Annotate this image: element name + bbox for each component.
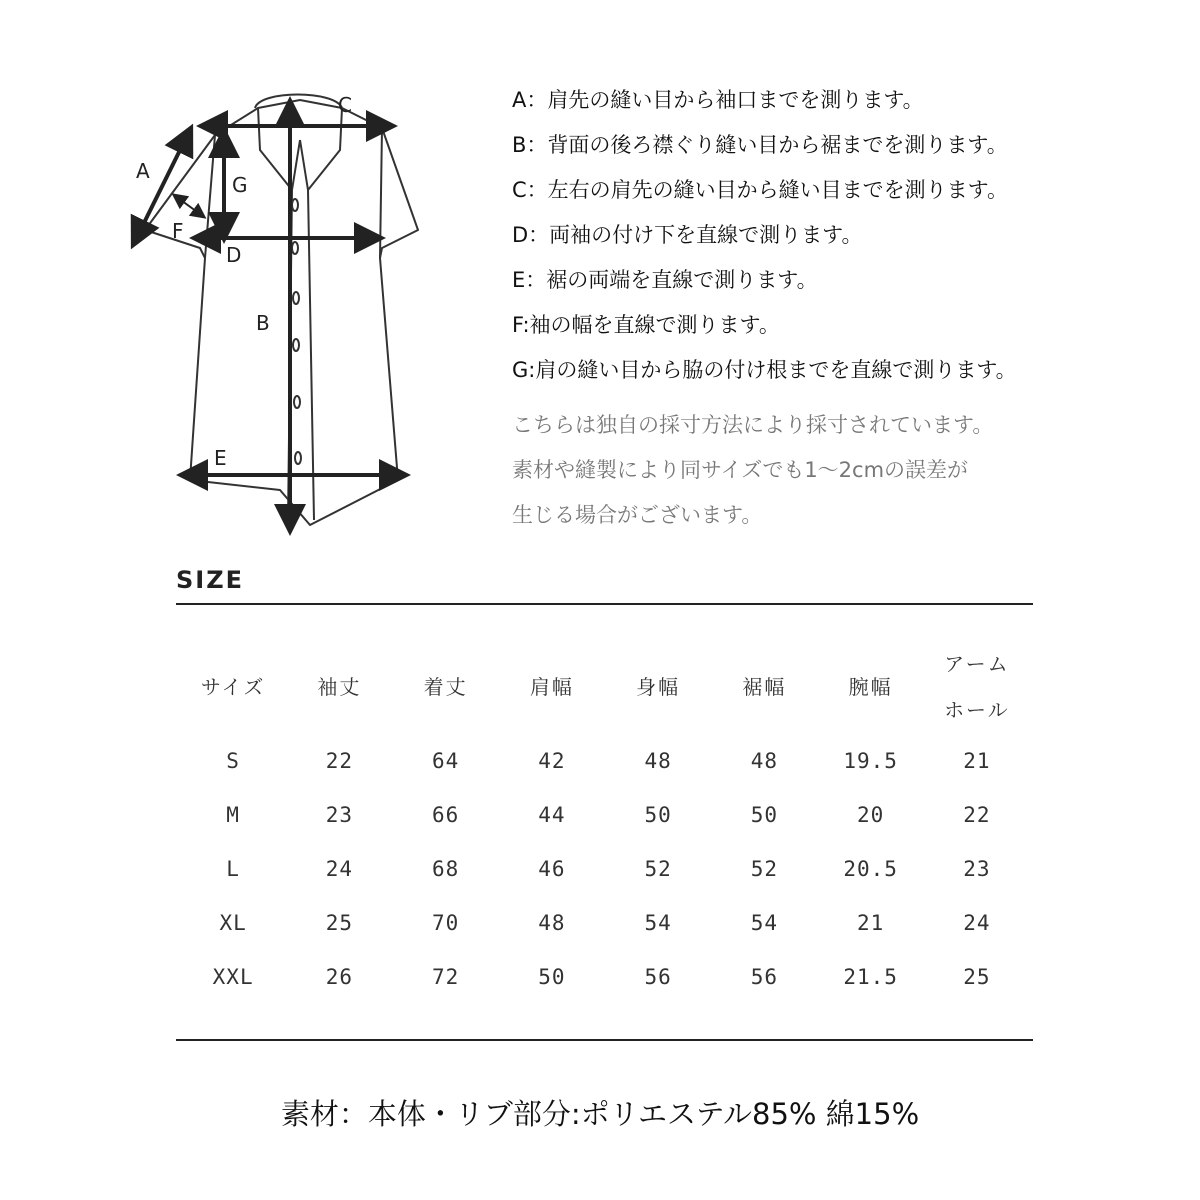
- measurement-cell: 44: [538, 803, 566, 827]
- column-header: 袖丈: [317, 675, 362, 699]
- shirt-measurement-diagram: [120, 80, 480, 540]
- table-row: [180, 842, 1030, 896]
- measurement-cell: 22: [325, 749, 354, 773]
- note-e: E：裾の両端を直線で測ります。: [512, 268, 818, 292]
- label-e: E: [214, 446, 227, 470]
- size-table-container: [180, 640, 1030, 1004]
- measurement-cell: 22: [963, 803, 991, 827]
- table-row: [180, 896, 1030, 950]
- shirt-outline-illustration: [120, 80, 480, 540]
- column-header: 腕幅: [848, 675, 893, 699]
- measurement-cell: 50: [538, 965, 566, 989]
- measurement-cell: 25: [963, 965, 991, 989]
- label-a: A: [136, 159, 150, 183]
- note-f: F:袖の幅を直線で測ります。: [512, 313, 780, 337]
- table-header-row: [180, 640, 1030, 734]
- size-label-cell: S: [226, 749, 240, 773]
- label-d: D: [226, 243, 242, 267]
- measurement-cell: 52: [750, 857, 779, 881]
- label-b: B: [256, 311, 270, 335]
- measurement-cell: 20.5: [843, 857, 898, 881]
- table-row: [180, 734, 1030, 788]
- measurement-cell: 48: [538, 911, 566, 935]
- measurement-cell: 24: [963, 911, 991, 935]
- measurement-cell: 26: [325, 965, 354, 989]
- measurement-cell: 56: [750, 965, 779, 989]
- measurement-cell: 66: [431, 803, 460, 827]
- measurement-cell: 42: [538, 749, 566, 773]
- disclaimer-line: 生じる場合がございます。: [512, 503, 763, 527]
- table-body: [180, 734, 1030, 1004]
- measurement-cell: 72: [431, 965, 460, 989]
- measurement-cell: 56: [644, 965, 672, 989]
- measurement-cell: 50: [750, 803, 779, 827]
- measurement-cell: 20: [856, 803, 885, 827]
- note-a: A：肩先の縫い目から袖口までを測ります。: [512, 88, 924, 112]
- measurement-cell: 54: [750, 911, 779, 935]
- measurement-cell: 68: [431, 857, 460, 881]
- column-header: 肩幅: [529, 675, 574, 699]
- note-d: D：両袖の付け下を直線で測ります。: [512, 223, 863, 247]
- size-label-cell: M: [226, 803, 240, 827]
- table-row: [180, 950, 1030, 1004]
- label-g: G: [232, 173, 248, 197]
- measurement-cell: 64: [431, 749, 460, 773]
- measurement-notes: [512, 78, 1172, 538]
- disclaimer-line: 素材や縫製により同サイズでも1～2cmの誤差が: [512, 458, 969, 482]
- divider-top: [176, 603, 1033, 605]
- measurement-cell: 25: [325, 911, 354, 935]
- measurement-cell: 50: [644, 803, 672, 827]
- column-header: 身幅: [636, 675, 681, 699]
- measurement-cell: 19.5: [843, 749, 898, 773]
- measurement-cell: 46: [538, 857, 566, 881]
- note-b: B：背面の後ろ襟ぐり縫い目から裾までを測ります。: [512, 133, 1008, 157]
- measurement-cell: 70: [431, 911, 460, 935]
- note-c: C：左右の肩先の縫い目から縫い目までを測ります。: [512, 178, 1008, 202]
- note-g: G:肩の縫い目から脇の付け根までを直線で測ります。: [512, 358, 1017, 382]
- measurement-cell: 21.5: [843, 965, 898, 989]
- measurement-cell: 54: [644, 911, 672, 935]
- size-label-cell: XXL: [212, 965, 254, 989]
- column-header: サイズ: [200, 675, 266, 699]
- measurement-cell: 23: [325, 803, 354, 827]
- measurement-cell: 21: [963, 749, 991, 773]
- label-f: F: [172, 219, 184, 243]
- measurement-cell: 52: [644, 857, 672, 881]
- column-header: 裾幅: [742, 675, 787, 699]
- measurement-cell: 24: [325, 857, 354, 881]
- column-header: アーム ホール: [944, 652, 1010, 722]
- measurement-cell: 48: [644, 749, 672, 773]
- disclaimer-line: こちらは独自の採寸方法により採寸されています。: [512, 413, 994, 437]
- measurement-cell: 23: [963, 857, 991, 881]
- divider-bottom: [176, 1039, 1033, 1041]
- measurement-cell: 21: [856, 911, 885, 935]
- label-c: C: [338, 93, 352, 117]
- measurement-cell: 48: [750, 749, 779, 773]
- material-info: 素材：本体・リブ部分:ポリエステル85% 綿15%: [280, 1097, 920, 1131]
- size-label-cell: L: [226, 857, 240, 881]
- size-label-cell: XL: [219, 911, 247, 935]
- table-row: [180, 788, 1030, 842]
- measurement-disclaimer: [512, 403, 1172, 538]
- size-heading: SIZE: [176, 566, 245, 594]
- column-header: 着丈: [423, 675, 468, 699]
- size-table: [180, 640, 1030, 1004]
